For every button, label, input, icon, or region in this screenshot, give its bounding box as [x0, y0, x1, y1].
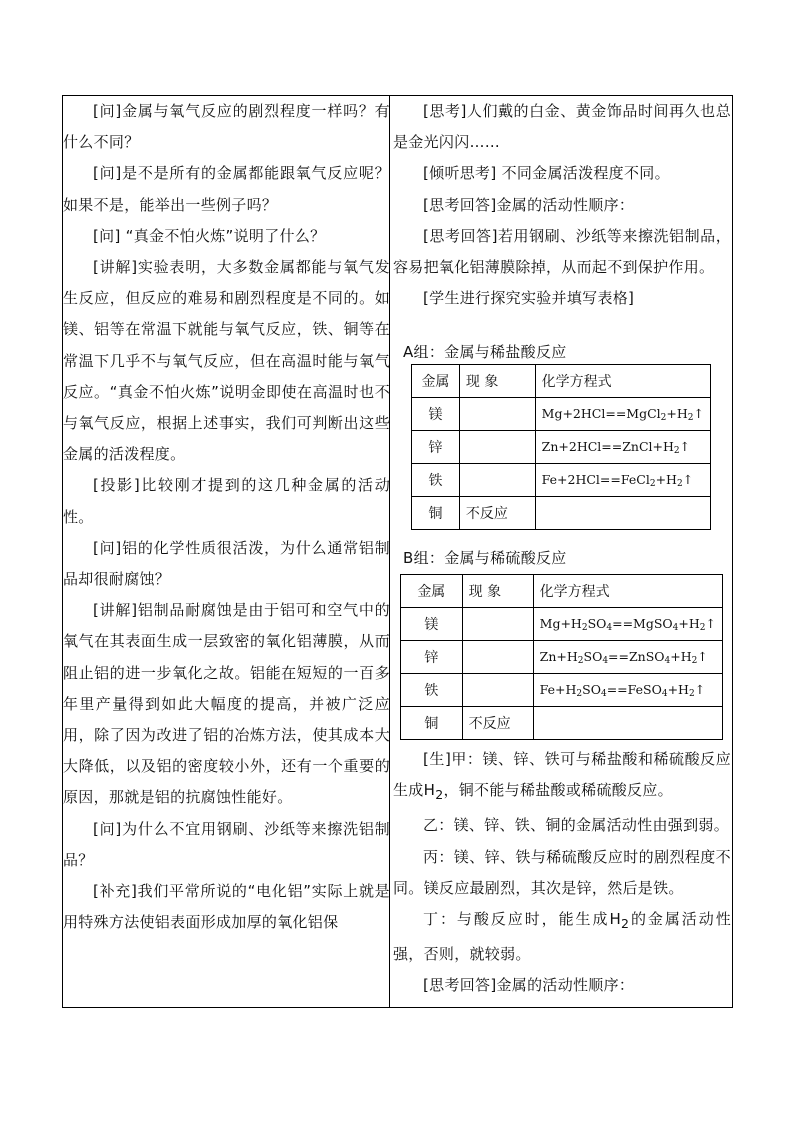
equation-cell: $Fe+2HCl==FeCl_2+H_2↑$: [535, 464, 710, 497]
phenomenon-cell: [459, 398, 535, 431]
table-row: [401, 707, 723, 740]
group-b-table: [400, 574, 723, 740]
metal-cell: 铁: [412, 464, 460, 497]
table-row: [412, 464, 711, 497]
phenomenon-cell: [462, 674, 533, 707]
header-phenomenon: 现 象: [462, 575, 533, 608]
header-metal: 金属: [412, 365, 460, 398]
phenomenon-cell: 不反应: [462, 707, 533, 740]
metal-cell: 铜: [401, 707, 463, 740]
conclusion-2: 乙：镁、锌、铁、铜的金属活动性由强到弱。: [423, 816, 730, 835]
left-paragraph-3: [问] “真金不怕火炼”说明了什么？: [93, 226, 326, 245]
conclusion-3: 丙：镁、锌、铁与稀硫酸反应时的剧烈程度不同。镁反应最剧烈，其次是锌，然后是铁。: [393, 847, 731, 897]
equation-cell: $Mg+2HCl==MgCl_2+H_2↑$: [535, 398, 710, 431]
equation-cell: $Mg+H_2SO_4==MgSO_4+H_2↑$: [533, 608, 722, 641]
header-equation: 化学方程式: [535, 365, 710, 398]
teacher-activity-column: [63, 96, 390, 938]
right-paragraph-1: [思考]人们戴的白金、黄金饰品时间再久也总是金光闪闪……: [393, 102, 731, 152]
conclusion-1: [生]甲：镁、锌、铁可与稀盐酸和稀硫酸反应生成$H_2$，铜不能与稀盐酸或稀硫酸反应。: [393, 750, 731, 803]
table-row: [401, 674, 723, 707]
student-activity-column: [393, 96, 731, 314]
right-paragraph-3: [思考回答]金属的活动性顺序：: [423, 195, 635, 214]
right-paragraph-4: [思考回答]若用钢刷、沙纸等来擦洗铝制品，容易把氧化铝薄膜除掉，从而起不到保护作用。: [393, 226, 731, 277]
group-a-table: [411, 364, 711, 530]
equation-cell: $Zn+H_2SO_4==ZnSO_4+H_2↑$: [533, 641, 722, 674]
table-row: [412, 431, 711, 464]
metal-cell: 镁: [401, 608, 463, 641]
header-equation: 化学方程式: [533, 575, 722, 608]
table-header-row: [401, 575, 723, 608]
metal-cell: 铜: [412, 497, 460, 530]
phenomenon-cell: [459, 431, 535, 464]
left-paragraph-6: [问]铝的化学性质很活泼，为什么通常铝制品却很耐腐蚀？: [63, 538, 390, 589]
phenomenon-cell: 不反应: [459, 497, 535, 530]
phenomenon-cell: [459, 464, 535, 497]
right-paragraph-2: [倾听思考] 不同金属活泼程度不同。: [423, 164, 670, 183]
equation-cell: $Zn+2HCl==ZnCl+H_2↑$: [535, 431, 710, 464]
metal-cell: 锌: [412, 431, 460, 464]
left-paragraph-9: [补充]我们平常所说的“电化铝”实际上就是用特殊方法使铝表面形成加厚的氧化铝保: [63, 882, 390, 932]
student-conclusions: [393, 744, 731, 1002]
left-paragraph-5: [投影]比较刚才提到的这几种金属的活动性。: [63, 476, 390, 526]
header-metal: 金属: [401, 575, 463, 608]
right-paragraph-5: [学生进行探究实验并填写表格]: [423, 289, 635, 308]
left-paragraph-8: [问]为什么不宜用钢刷、沙纸等来擦洗铝制品？: [63, 819, 390, 869]
table-row: [412, 497, 711, 530]
metal-cell: 铁: [401, 674, 463, 707]
metal-cell: 锌: [401, 641, 463, 674]
left-paragraph-4: [讲解]实验表明，大多数金属都能与氧气发生反应，但反应的难易和剧烈程度是不同的。如镁、铝等在常温下就能与氧气反应，铁、铜等在常温下几乎不与氧气反应，但在高温时能与氧气反应。“真金不怕火炼”说明金即使在高温时也不与氧气反应，根据上述事实，我们可判断出这些金属的活泼程度。: [63, 258, 390, 464]
phenomenon-cell: [462, 608, 533, 641]
lesson-table: [62, 95, 733, 1008]
table-row: [412, 398, 711, 431]
group-b-title: B组：金属与稀硫酸反应: [403, 549, 567, 567]
equation-cell: $Fe+H_2SO_4==FeSO_4+H_2↑$: [533, 674, 722, 707]
left-paragraph-7: [讲解]铝制品耐腐蚀是由于铝可和空气中的氧气在其表面生成一层致密的氧化铝薄膜，从而阻止铝的进一步氧化之故。铝能在短短的一百多年里产量得到如此大幅度的提高，并被广泛应用，除了因为改进了铝的冶炼方法，使其成本大大降低，以及铝的密度较小外，还有一个重要的原因，那就是铝的抗腐蚀性能好。: [63, 601, 390, 807]
table-row: [401, 608, 723, 641]
table-header-row: [412, 365, 711, 398]
table-row: [401, 641, 723, 674]
conclusion-4: 丁：与酸反应时，能生成$H_2$的金属活动性强，否则，就较弱。: [393, 910, 731, 964]
group-a-title: A组：金属与稀盐酸反应: [403, 343, 567, 361]
left-paragraph-2: [问]是不是所有的金属都能跟氧气反应呢？如果不是，能举出一些例子吗？: [63, 164, 390, 214]
equation-cell: [533, 707, 722, 740]
left-paragraph-1: [问]金属与氧气反应的剧烈程度一样吗？有什么不同？: [63, 102, 390, 152]
conclusion-5: [思考回答]金属的活动性顺序：: [423, 976, 635, 995]
equation-cell: [535, 497, 710, 530]
phenomenon-cell: [462, 641, 533, 674]
header-phenomenon: 现 象: [459, 365, 535, 398]
metal-cell: 镁: [412, 398, 460, 431]
